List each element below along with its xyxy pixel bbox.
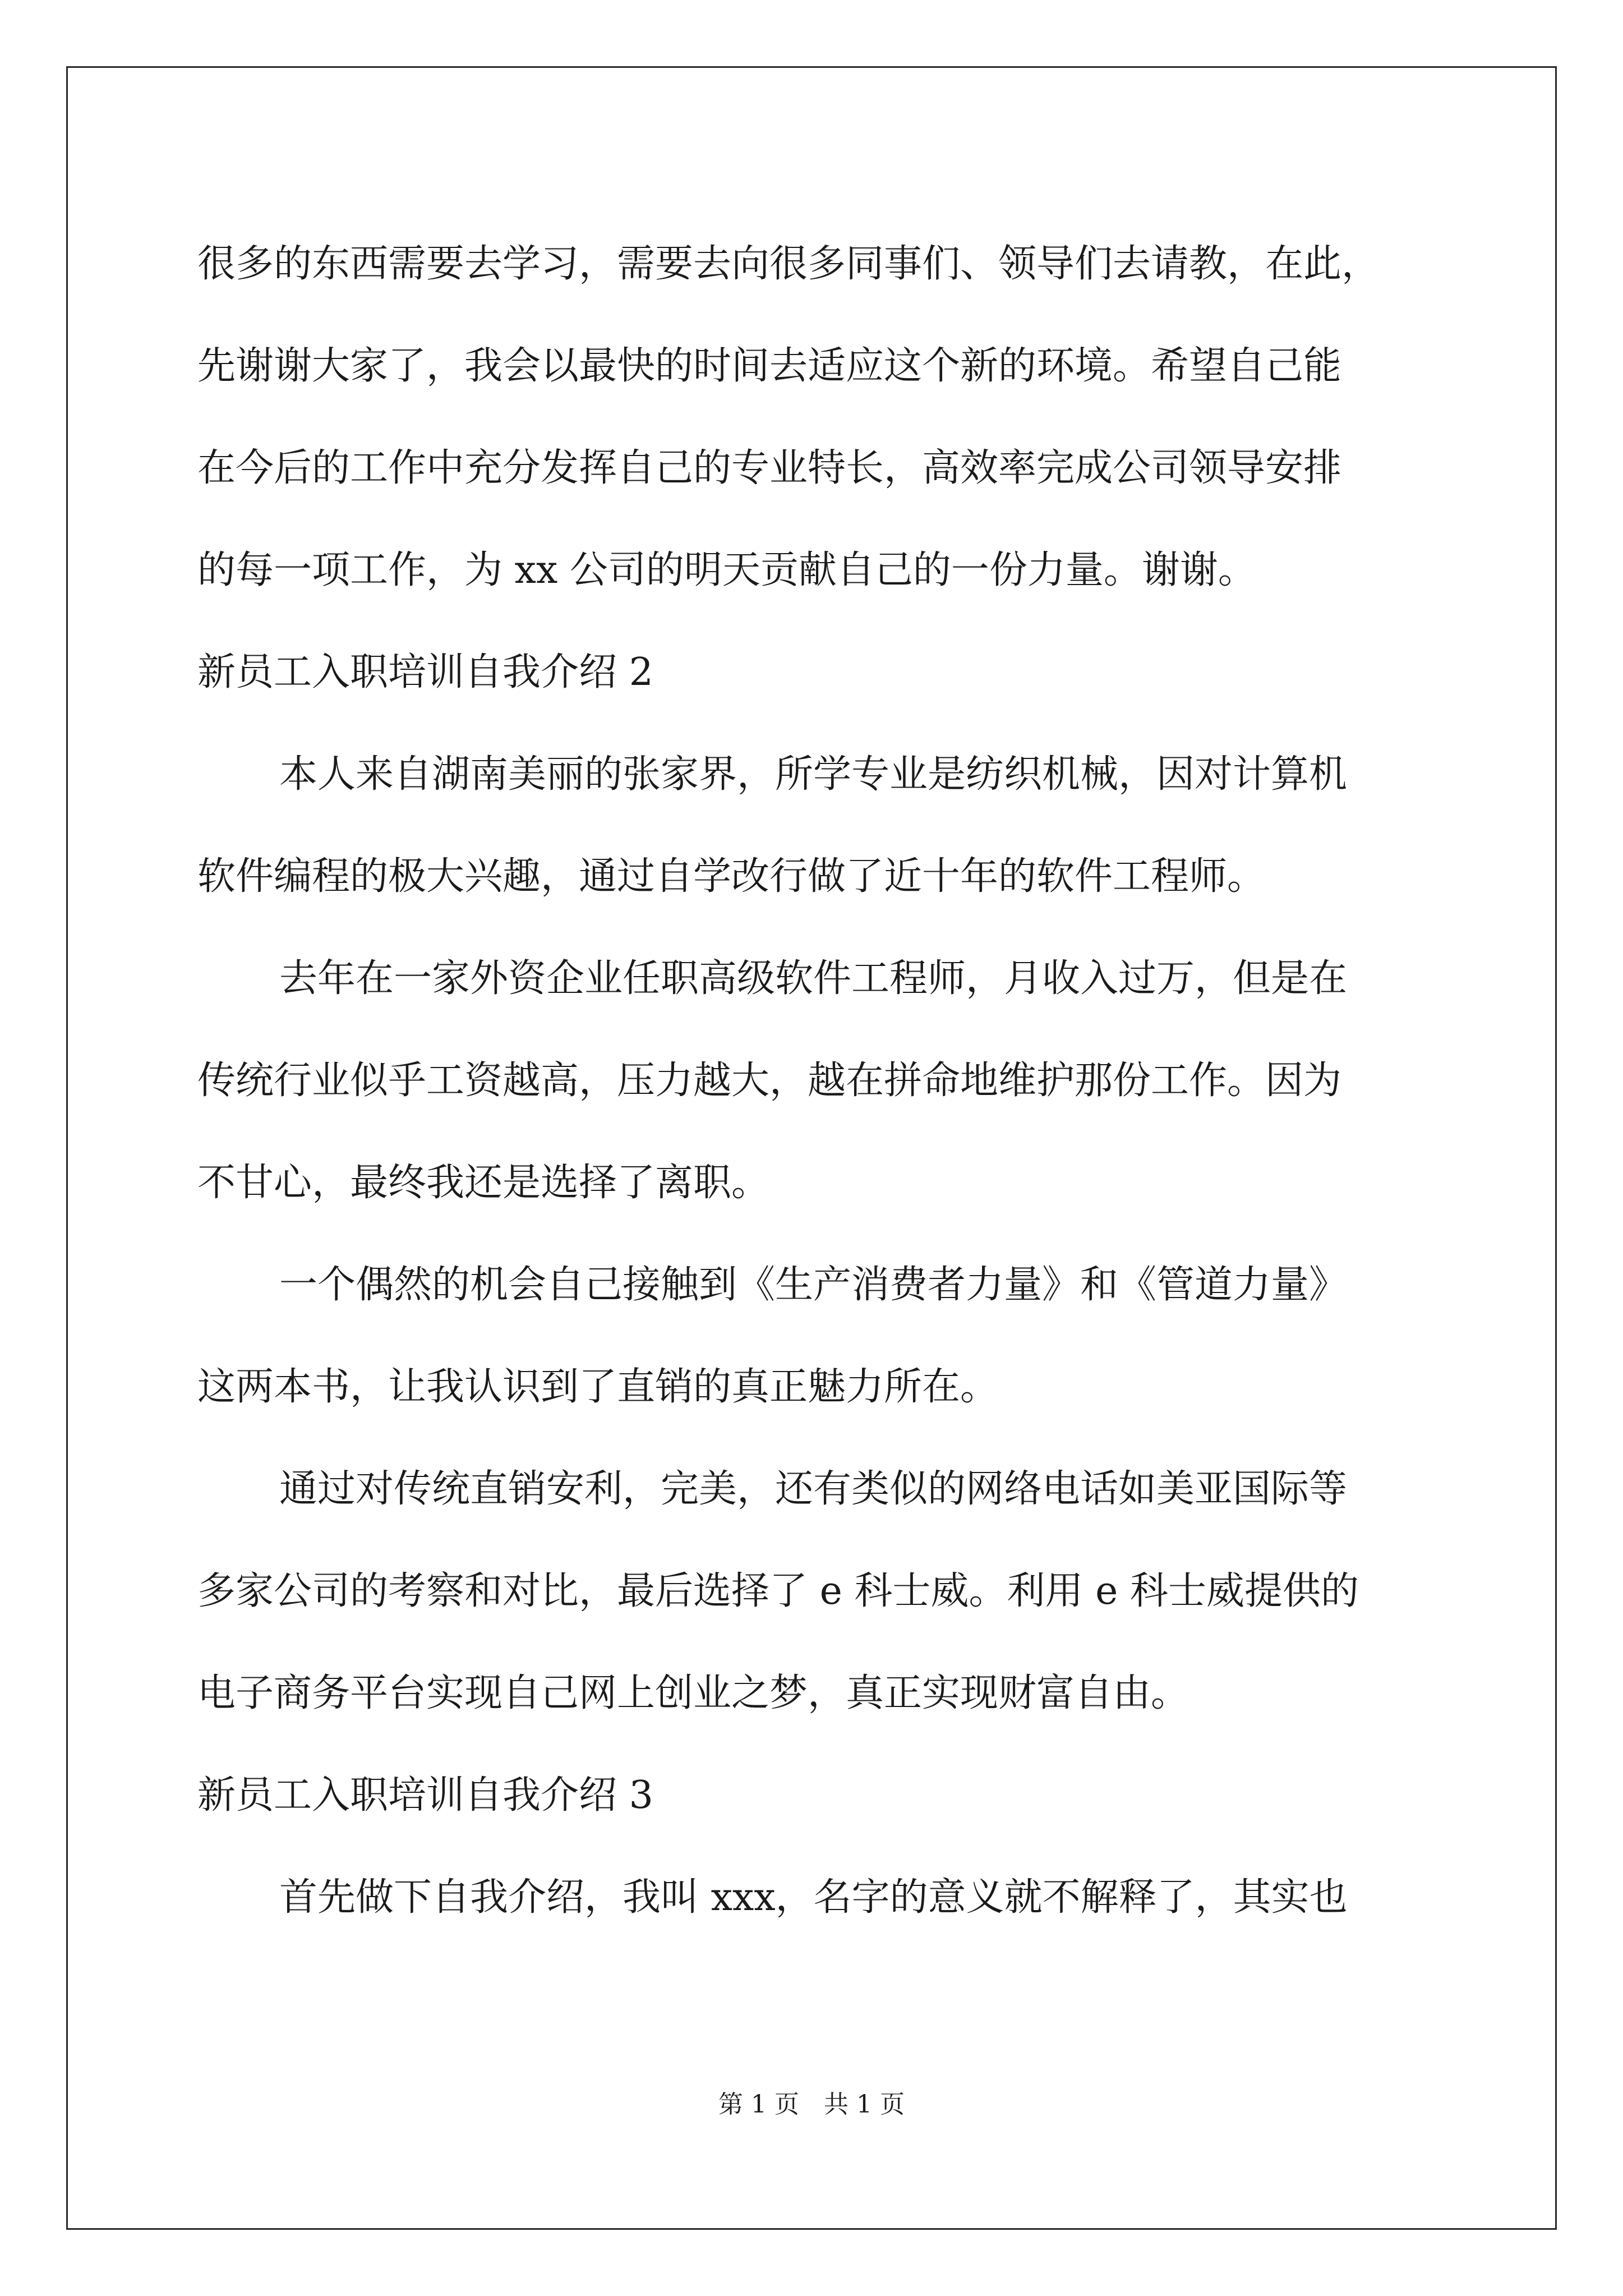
section-heading: 新员工入职培训自我介绍 3 bbox=[197, 1773, 653, 1818]
paragraph bbox=[197, 724, 1431, 928]
text-line: 本人来自湖南美丽的张家界，所学专业是纺织机械，因对计算机 bbox=[279, 752, 1348, 797]
section-heading: 新员工入职培训自我介绍 2 bbox=[197, 650, 653, 694]
document-body bbox=[197, 213, 1431, 1949]
text-line: 电子商务平台实现自己网上创业之梦，真正实现财富自由。 bbox=[197, 1671, 1189, 1715]
paragraph bbox=[197, 1847, 1431, 1949]
text-line: 在今后的工作中充分发挥自己的专业特长，高效率完成公司领导安排 bbox=[197, 446, 1342, 490]
text-line: 首先做下自我介绍，我叫 xxx，名字的意义就不解释了，其实也 bbox=[279, 1875, 1348, 1920]
text-line: 多家公司的考察和对比，最后选择了 e 科士威。利用 e 科士威提供的 bbox=[197, 1569, 1359, 1613]
text-line: 很多的东西需要去学习，需要去向很多同事们、领导们去请教，在此， bbox=[197, 242, 1380, 286]
text-line: 去年在一家外资企业任职高级软件工程师，月收入过万，但是在 bbox=[279, 956, 1348, 1001]
text-line: 这两本书，让我认识到了直销的真正魅力所在。 bbox=[197, 1365, 999, 1409]
paragraph bbox=[197, 1438, 1431, 1745]
text-line: 一个偶然的机会自己接触到《生产消费者力量》和《管道力量》 bbox=[279, 1263, 1348, 1307]
text-line: 传统行业似乎工资越高，压力越大，越在拼命地维护那份工作。因为 bbox=[197, 1059, 1342, 1103]
paragraph-continuation bbox=[197, 213, 1431, 622]
text-line: 先谢谢大家了，我会以最快的时间去适应这个新的环境。希望自己能 bbox=[197, 344, 1342, 388]
text-line: 的每一项工作，为 xx 公司的明天贡献自己的一份力量。谢谢。 bbox=[197, 548, 1256, 592]
paragraph bbox=[197, 1234, 1431, 1438]
text-line: 通过对传统直销安利，完美，还有类似的网络电话如美亚国际等 bbox=[279, 1467, 1348, 1511]
text-line: 不甘心，最终我还是选择了离职。 bbox=[197, 1161, 770, 1205]
text-line: 软件编程的极大兴趣，通过自学改行做了近十年的软件工程师。 bbox=[197, 854, 1266, 899]
paragraph bbox=[197, 928, 1431, 1234]
page-footer: 第 1 页 共 1 页 bbox=[718, 2090, 905, 2119]
